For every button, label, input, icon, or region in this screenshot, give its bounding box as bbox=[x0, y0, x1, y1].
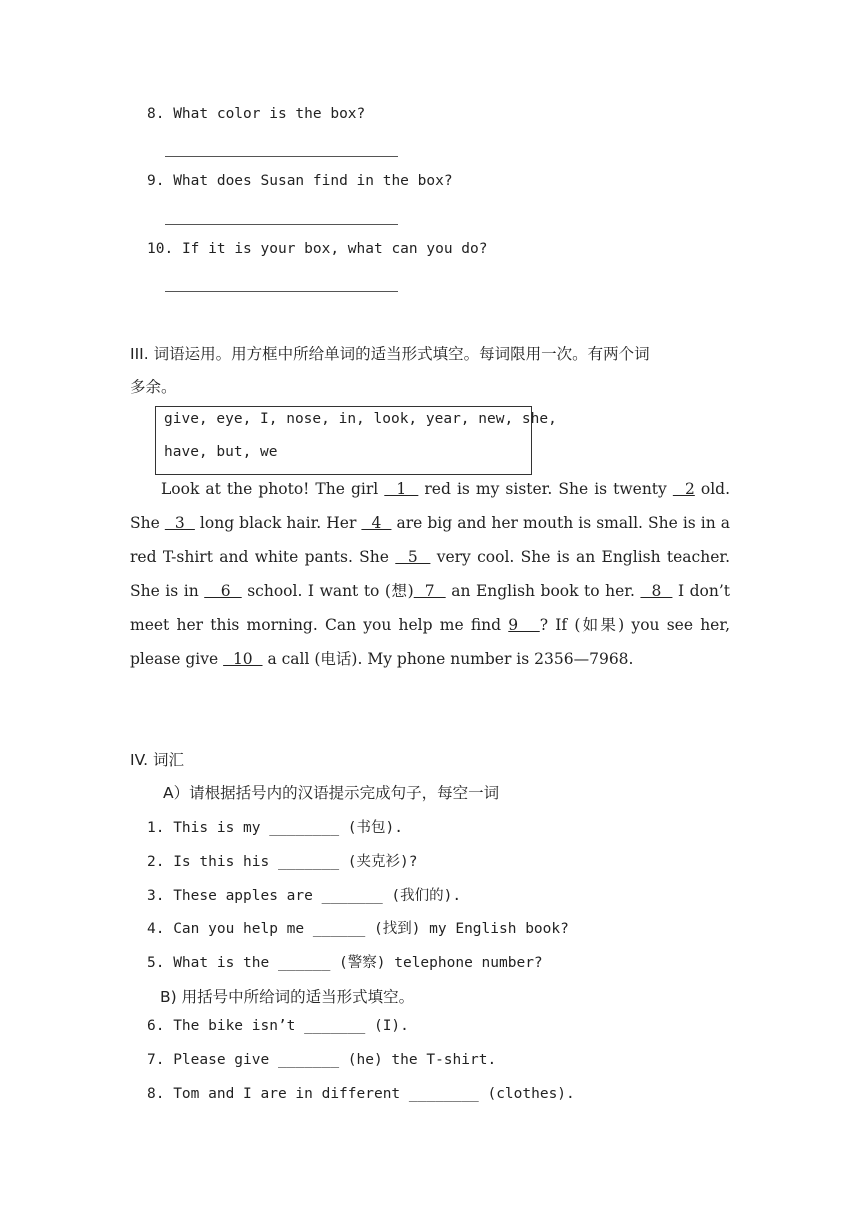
passage-text: ? If (如果) you see her, please give bbox=[130, 616, 730, 668]
question-text: If it is your box, what can you do? bbox=[181, 241, 488, 257]
partB-item-8: 8. Tom and I are in different ________ (clothes). bbox=[147, 1086, 575, 1102]
cloze-blank[interactable]: 1 bbox=[384, 480, 419, 498]
cloze-blank[interactable]: 2 bbox=[672, 480, 695, 498]
answer-line-10[interactable] bbox=[165, 291, 398, 292]
cloze-blank[interactable]: 9 bbox=[508, 616, 540, 634]
section3-heading-line2: 多余。 bbox=[130, 378, 177, 396]
answer-line-9[interactable] bbox=[165, 224, 398, 225]
passage-text: school. I want to (想) bbox=[241, 582, 414, 600]
partA-item-1: 1. This is my ________ (书包). bbox=[147, 820, 403, 836]
cloze-blank[interactable]: 6 bbox=[204, 582, 242, 600]
question-number: 10. bbox=[147, 241, 174, 257]
cloze-blank[interactable]: 4 bbox=[361, 514, 392, 532]
section3-heading-line1: III. 词语运用。用方框中所给单词的适当形式填空。每词限用一次。有两个词 bbox=[130, 345, 650, 363]
partA-item-5: 5. What is the ______ (警察) telephone number? bbox=[147, 955, 543, 971]
word-box-line2: have, but, we bbox=[164, 444, 278, 460]
word-box-line1: give, eye, I, nose, in, look, year, new, she, bbox=[164, 411, 557, 427]
cloze-blank[interactable]: 7 bbox=[413, 582, 446, 600]
passage-text: Look at the photo! The girl bbox=[161, 480, 385, 498]
partB-item-7: 7. Please give _______ (he) the T-shirt. bbox=[147, 1052, 497, 1068]
cloze-blank[interactable]: 10 bbox=[223, 650, 263, 668]
partA-heading: A）请根据括号内的汉语提示完成句子，每空一词 bbox=[163, 784, 500, 802]
partB-item-6: 6. The bike isn’t _______ (I). bbox=[147, 1018, 409, 1034]
cloze-blank[interactable]: 3 bbox=[164, 514, 195, 532]
question-text: What does Susan find in the box? bbox=[173, 173, 453, 189]
partB-heading: B) 用括号中所给词的适当形式填空。 bbox=[160, 988, 415, 1006]
passage-text: old. She bbox=[130, 480, 731, 532]
question-10 bbox=[147, 241, 487, 257]
question-number: 8. bbox=[147, 106, 165, 122]
partA-item-4: 4. Can you help me ______ (找到) my English book? bbox=[147, 921, 569, 937]
cloze-passage bbox=[130, 472, 730, 676]
question-number: 9. bbox=[147, 173, 165, 189]
partA-item-2: 2. Is this his _______ (夹克衫)? bbox=[147, 854, 418, 870]
passage-text: I don’t meet her this morning. Can you help me find bbox=[130, 582, 730, 634]
partA-item-3: 3. These apples are _______ (我们的). bbox=[147, 888, 462, 904]
cloze-blank[interactable]: 5 bbox=[395, 548, 431, 566]
passage-text: a call (电话). My phone number is 2356—7968. bbox=[262, 650, 634, 668]
passage-text: long black hair. Her bbox=[194, 514, 362, 532]
passage-text: very cool. She is an English teacher. She is in bbox=[130, 548, 731, 600]
passage-text: an English book to her. bbox=[445, 582, 641, 600]
question-text: What color is the box? bbox=[173, 106, 366, 122]
question-8 bbox=[147, 106, 365, 122]
passage-text: are big and her mouth is small. She is in a red T-shirt and white pants. She bbox=[130, 514, 731, 566]
passage-text: red is my sister. She is twenty bbox=[418, 480, 673, 498]
cloze-blank[interactable]: 8 bbox=[640, 582, 673, 600]
answer-line-8[interactable] bbox=[165, 156, 398, 157]
section4-heading: IV. 词汇 bbox=[130, 751, 185, 769]
question-9 bbox=[147, 173, 453, 189]
